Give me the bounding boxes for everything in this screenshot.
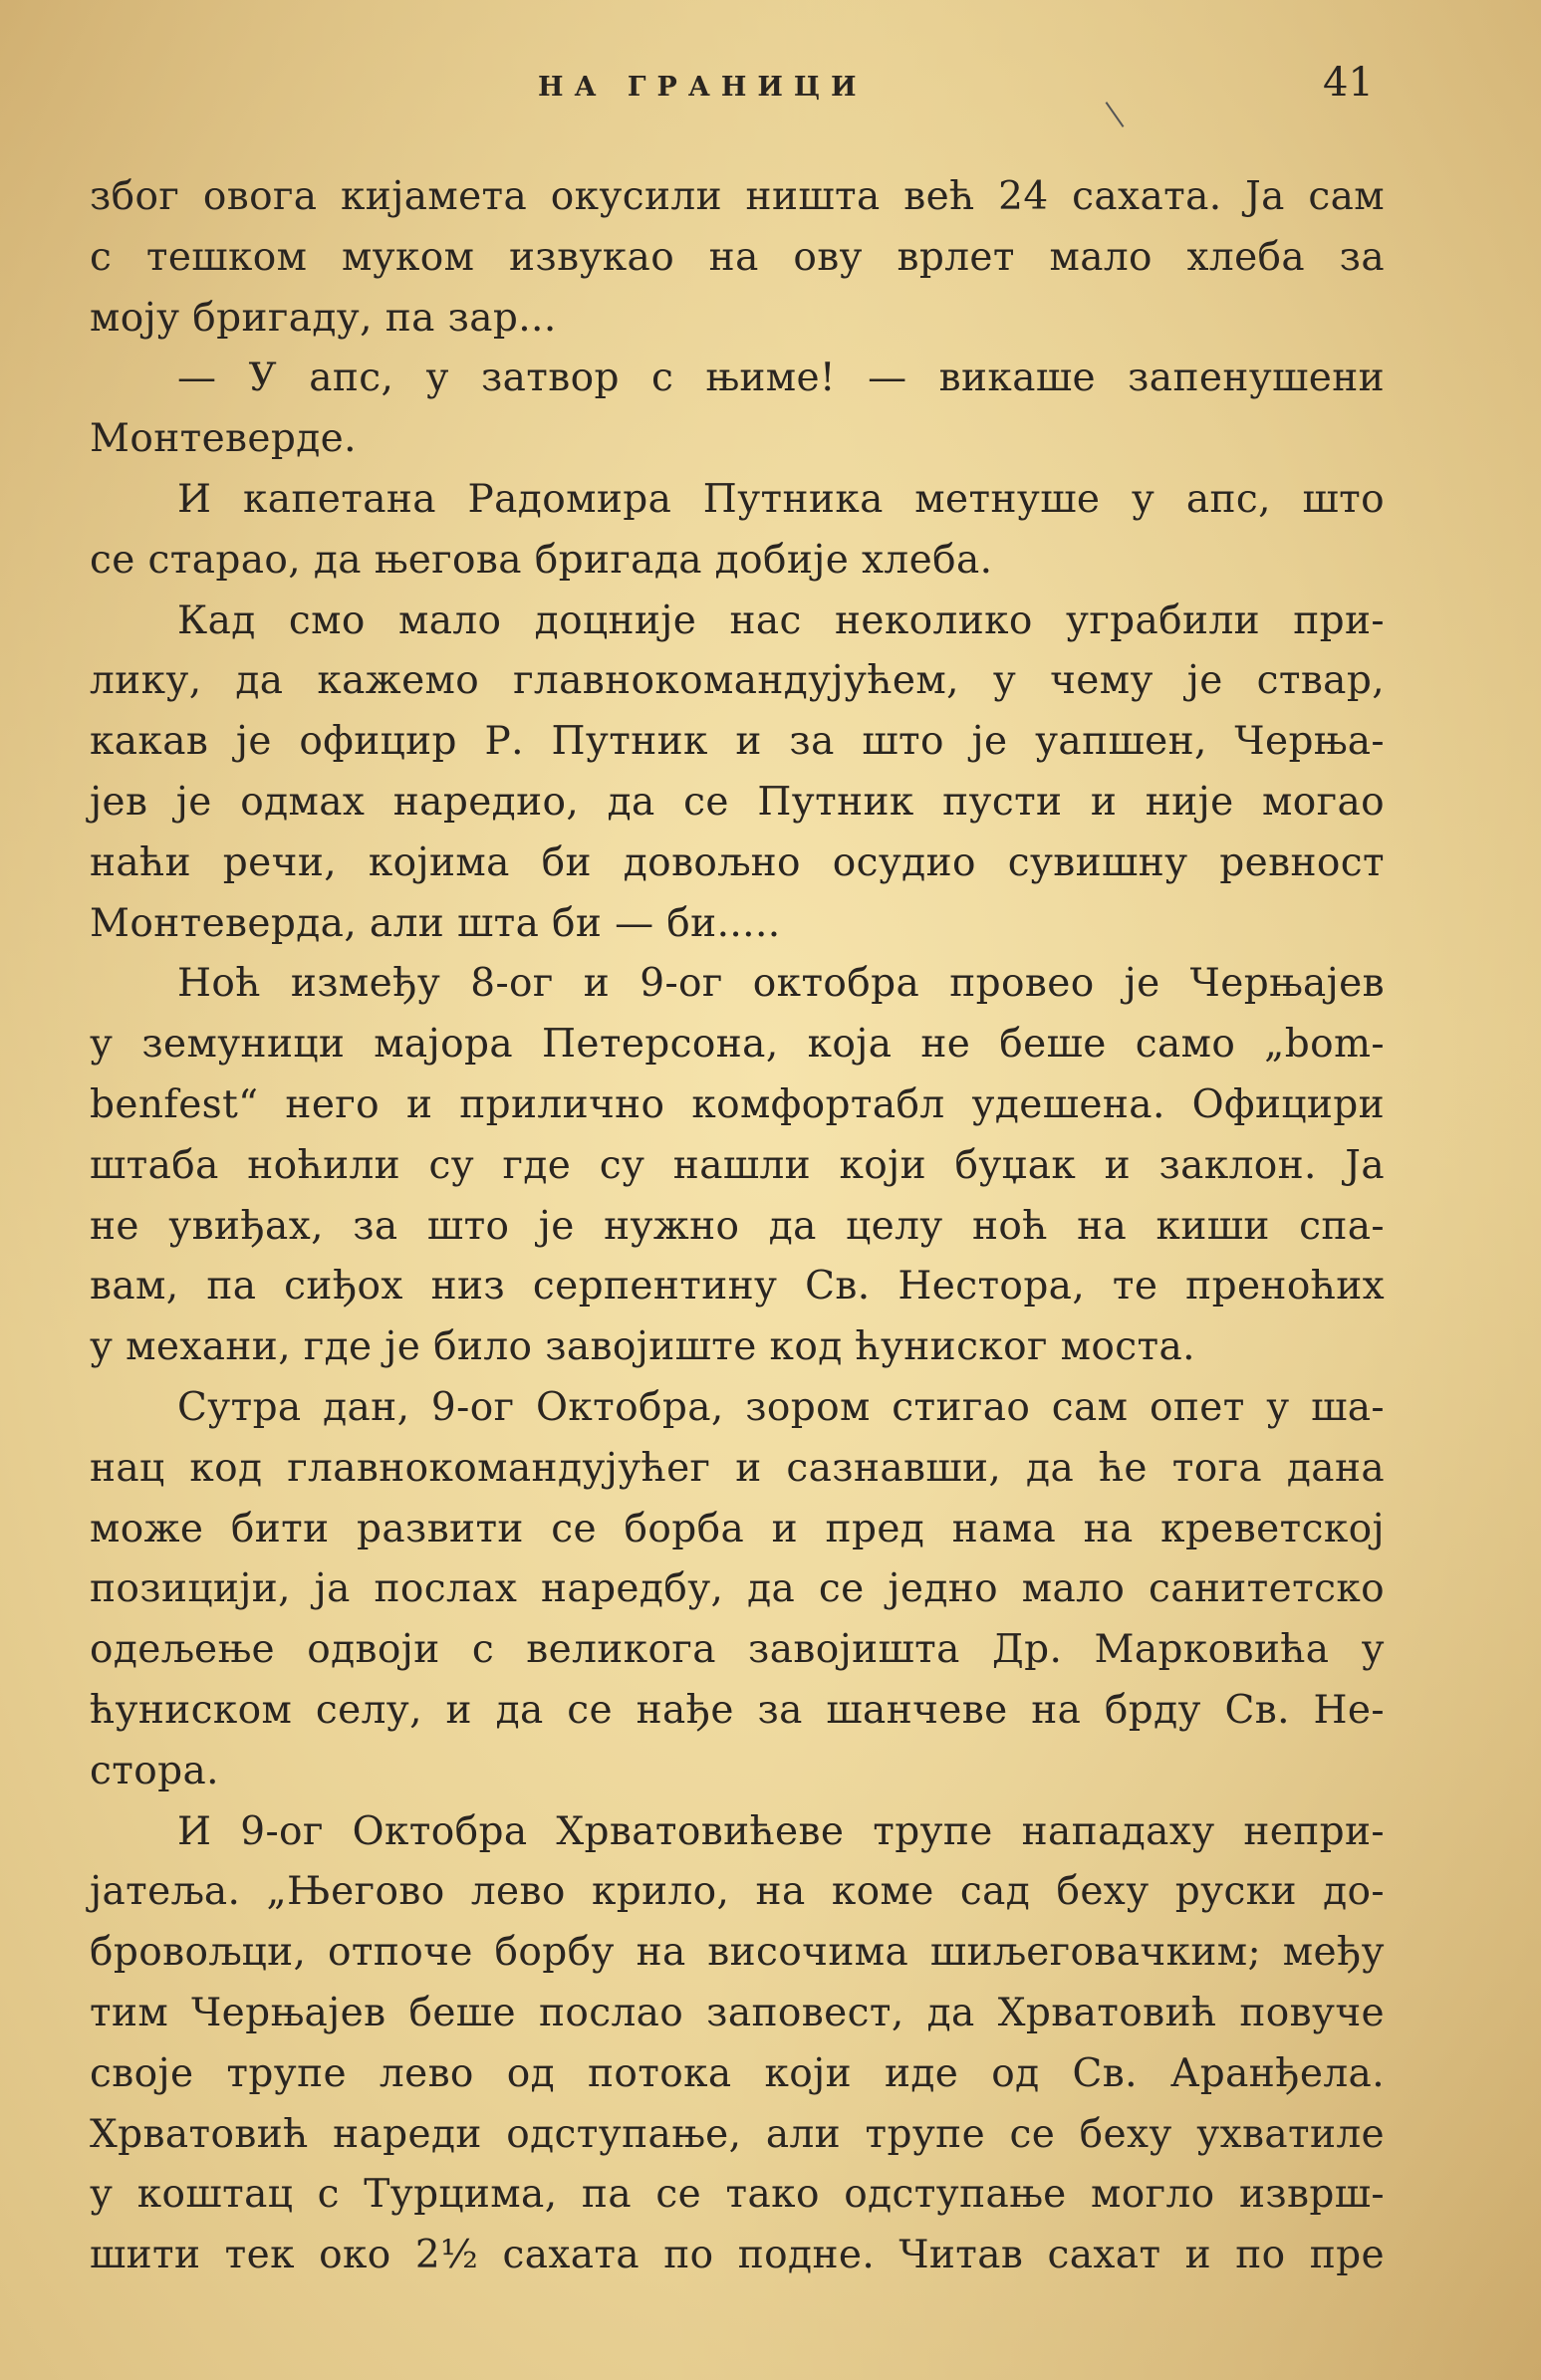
text-line: бровољци, отпоче борбу на височима шиљеговачким; међу <box>90 1930 1385 1976</box>
text-line: се старао, да његова бригада добије хлеба. <box>90 537 993 583</box>
text-line: јатеља. „Његово лево крило, на коме сад беху руски до- <box>90 1869 1385 1915</box>
text-line: штаба ноћили су где су нашли који буџак и заклон. Ја <box>90 1142 1385 1188</box>
text-line: у земуници мајора Петерсона, која не беше само „bom- <box>90 1022 1385 1068</box>
text-line: Сутра дан, 9-ог Октобра, зором стигао сам опет у ша- <box>177 1384 1385 1430</box>
text-line: И 9-ог Октобра Хрватовићеве трупе нападаху непри- <box>177 1808 1385 1854</box>
text-line: И капетана Радомира Путника метнуше у апс, што <box>177 476 1385 522</box>
text-line: не увиђах, за што је нужно да целу ноћ на киши спа- <box>90 1203 1385 1249</box>
text-line: Ноћ између 8-ог и 9-ог октобра провео је Черњајев <box>177 961 1385 1007</box>
text-line: у коштац с Турцима, па се тако одступање могло изврш- <box>90 2172 1385 2218</box>
text-line: моју бригаду, па зар... <box>90 295 557 341</box>
text-line: стора. <box>90 1748 219 1793</box>
text-line: тим Черњајев беше послао заповест, да Хрватовић повуче <box>90 1990 1385 2035</box>
text-line: вам, па сиђох низ серпентину Св. Нестора, те преноћих <box>90 1264 1385 1309</box>
text-line: нац код главнокомандујућег и сазнавши, да ће тога дана <box>90 1445 1385 1491</box>
text-line: benfest“ него и прилично комфортабл удешена. Официри <box>90 1081 1385 1127</box>
page-number: 41 <box>1323 60 1374 106</box>
text-line: лику, да кажемо главнокомандујућем, у чему је ствар, <box>90 658 1385 704</box>
body-text <box>90 167 1385 2286</box>
text-line: Кад смо мало доцније нас неколико уграбили при- <box>177 597 1385 643</box>
text-line: може бити развити се борба и пред нама на креветској <box>90 1506 1385 1551</box>
running-head: НА ГРАНИЦИ <box>538 72 868 103</box>
text-line: наћи речи, којима би довољно осудио сувишну ревност <box>90 839 1385 885</box>
text-line: позицији, ја послах наредбу, да се једно мало санитетско <box>90 1566 1385 1612</box>
text-line: своје трупе лево од потока који иде од Св. Аранђела. <box>90 2050 1385 2096</box>
text-line: Монтеверда, али шта би — би..... <box>90 900 781 946</box>
text-line: шити тек око 2½ сахата по подне. Читав сахат и по пре <box>90 2233 1385 2278</box>
text-line: Монтеверде. <box>90 416 357 462</box>
text-line: одељење одвоји с великога завојишта Др. Марковића у <box>90 1627 1385 1673</box>
text-line: јев је одмах наредио, да се Путник пусти и није могао <box>90 779 1385 825</box>
text-line: ћуниском селу, и да се нађе за шанчеве на брду Св. Не- <box>90 1687 1385 1733</box>
text-line: због овога кијамета окусили ништа већ 24 сахата. Ја сам <box>90 174 1385 219</box>
text-line: с тешком муком извукао на ову врлет мало хлеба за <box>90 234 1385 280</box>
text-line: — У апс, у затвор с њиме! — викаше запенушени <box>177 356 1385 401</box>
text-line: какав је официр Р. Путник и за што је уапшен, Черња- <box>90 719 1385 765</box>
stray-ink-mark <box>1106 102 1125 127</box>
text-line: Хрватовић нареди одступање, али трупе се беху ухватиле <box>90 2111 1385 2157</box>
text-line: у механи, где је било завојиште код ћуниског моста. <box>90 1324 1195 1370</box>
